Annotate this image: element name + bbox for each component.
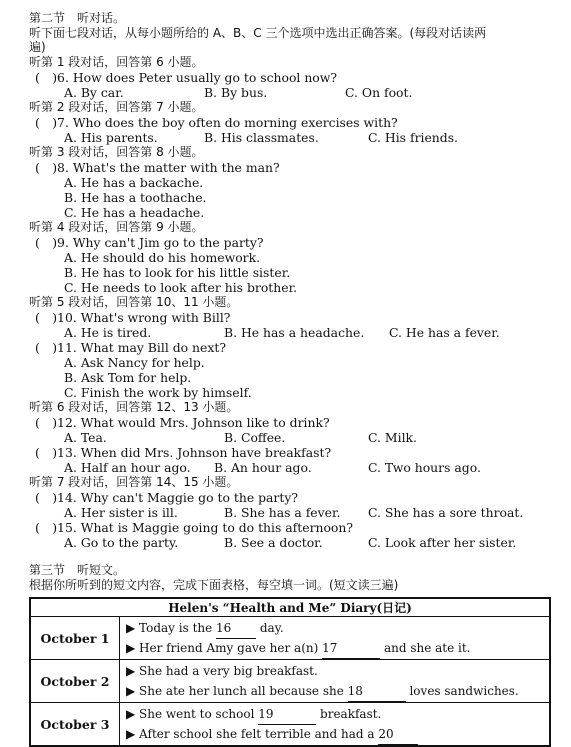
section3-instruction: 根据你所听到的短文内容，完成下面表格，每空填一词。(短文读三遍): [29, 578, 399, 592]
option-a[interactable]: A. He has a backache.: [64, 175, 204, 190]
option-b[interactable]: B. He has a headache.: [224, 325, 365, 340]
option-c[interactable]: C. Two hours ago.: [368, 460, 481, 475]
option-c[interactable]: C. She has a sore throat.: [368, 505, 524, 520]
diary-line: ▶ She had a very big breakfast.: [126, 664, 318, 678]
diary-date: October 1: [30, 617, 120, 660]
option-b[interactable]: B. An hour ago.: [214, 460, 312, 475]
option-b[interactable]: B. He has a toothache.: [64, 190, 207, 205]
question-stem: ( )14. Why can't Maggie go to the party?: [35, 490, 298, 505]
diary-line: ▶ After school she felt terrible and had a 20: [126, 724, 543, 744]
option-c[interactable]: C. Look after her sister.: [368, 535, 517, 550]
diary-date: October 2: [30, 660, 120, 703]
option-a[interactable]: A. He should do his homework.: [64, 250, 261, 265]
option-b[interactable]: B. By bus.: [204, 85, 268, 100]
option-a[interactable]: A. His parents.: [64, 130, 158, 145]
dialog-lead: 听第 2 段对话，回答第 7 小题。: [29, 100, 204, 114]
dialog-lead: 听第 5 段对话，回答第 10、11 小题。: [29, 295, 239, 309]
diary-table: [29, 597, 551, 747]
diary-line: ▶ She ate her lunch all because she 18 loves sandwiches.: [126, 681, 543, 701]
question-stem: ( )10. What's wrong with Bill?: [35, 310, 231, 325]
diary-line: ▶ Today is the 16 day.: [126, 618, 543, 638]
answer-blank-20[interactable]: 20: [378, 724, 418, 745]
option-c[interactable]: C. His friends.: [368, 130, 458, 145]
option-a[interactable]: A. By car.: [64, 85, 124, 100]
diary-line: ▶ She went to school 19 breakfast.: [126, 704, 543, 724]
table-row: [30, 617, 550, 660]
diary-heading: Helen's “Health and Me” Diary(日记): [30, 598, 550, 617]
option-b[interactable]: B. Ask Tom for help.: [64, 370, 192, 385]
question-stem: ( )8. What's the matter with the man?: [35, 160, 280, 175]
option-b[interactable]: B. Coffee.: [224, 430, 286, 445]
option-b[interactable]: B. See a doctor.: [224, 535, 323, 550]
option-a[interactable]: A. Tea.: [64, 430, 107, 445]
dialog-lead: 听第 1 段对话，回答第 6 小题。: [29, 55, 204, 69]
section3-title: 第三节 听短文。: [29, 563, 126, 577]
question-stem: ( )9. Why can't Jim go to the party?: [35, 235, 264, 250]
question-stem: ( )15. What is Maggie going to do this afternoon?: [35, 520, 354, 535]
option-b[interactable]: B. His classmates.: [204, 130, 319, 145]
section2-instruction-cont: 遍): [29, 40, 46, 54]
diary-date: October 3: [30, 703, 120, 747]
table-row: [30, 660, 550, 703]
option-a[interactable]: A. Go to the party.: [64, 535, 179, 550]
section2-title: 第二节 听对话。: [29, 11, 126, 25]
question-stem: ( )11. What may Bill do next?: [35, 340, 226, 355]
table-row: [30, 703, 550, 747]
answer-blank-19[interactable]: 19: [258, 704, 316, 725]
option-c[interactable]: C. On foot.: [345, 85, 413, 100]
answer-blank-18[interactable]: 18: [348, 681, 406, 702]
dialog-lead: 听第 3 段对话，回答第 8 小题。: [29, 145, 204, 159]
question-stem: ( )7. Who does the boy often do morning exercises with?: [35, 115, 398, 130]
option-b[interactable]: B. She has a fever.: [224, 505, 341, 520]
option-b[interactable]: B. He has to look for his little sister.: [64, 265, 291, 280]
question-stem: ( )6. How does Peter usually go to school now?: [35, 70, 338, 85]
option-c[interactable]: C. He needs to look after his brother.: [64, 280, 298, 295]
option-a[interactable]: A. He is tired.: [64, 325, 152, 340]
answer-blank-17[interactable]: 17: [322, 638, 380, 659]
question-stem: ( )12. What would Mrs. Johnson like to drink?: [35, 415, 330, 430]
option-a[interactable]: A. Ask Nancy for help.: [64, 355, 205, 370]
dialog-lead: 听第 6 段对话，回答第 12、13 小题。: [29, 400, 239, 414]
dialog-lead: 听第 7 段对话，回答第 14、15 小题。: [29, 475, 239, 489]
diary-line: ▶ Her friend Amy gave her a(n) 17 and she ate it.: [126, 638, 543, 658]
dialog-lead: 听第 4 段对话，回答第 9 小题。: [29, 220, 204, 234]
option-c[interactable]: C. Milk.: [368, 430, 417, 445]
option-c[interactable]: C. Finish the work by himself.: [64, 385, 252, 400]
answer-blank-16[interactable]: 16: [216, 618, 256, 639]
option-c[interactable]: C. He has a headache.: [64, 205, 205, 220]
option-c[interactable]: C. He has a fever.: [389, 325, 500, 340]
option-a[interactable]: A. Her sister is ill.: [64, 505, 178, 520]
section2-instruction: 听下面七段对话，从每小题所给的 A、B、C 三个选项中选出正确答案。(每段对话读两: [29, 26, 487, 40]
question-stem: ( )13. When did Mrs. Johnson have breakfast?: [35, 445, 332, 460]
option-a[interactable]: A. Half an hour ago.: [64, 460, 191, 475]
